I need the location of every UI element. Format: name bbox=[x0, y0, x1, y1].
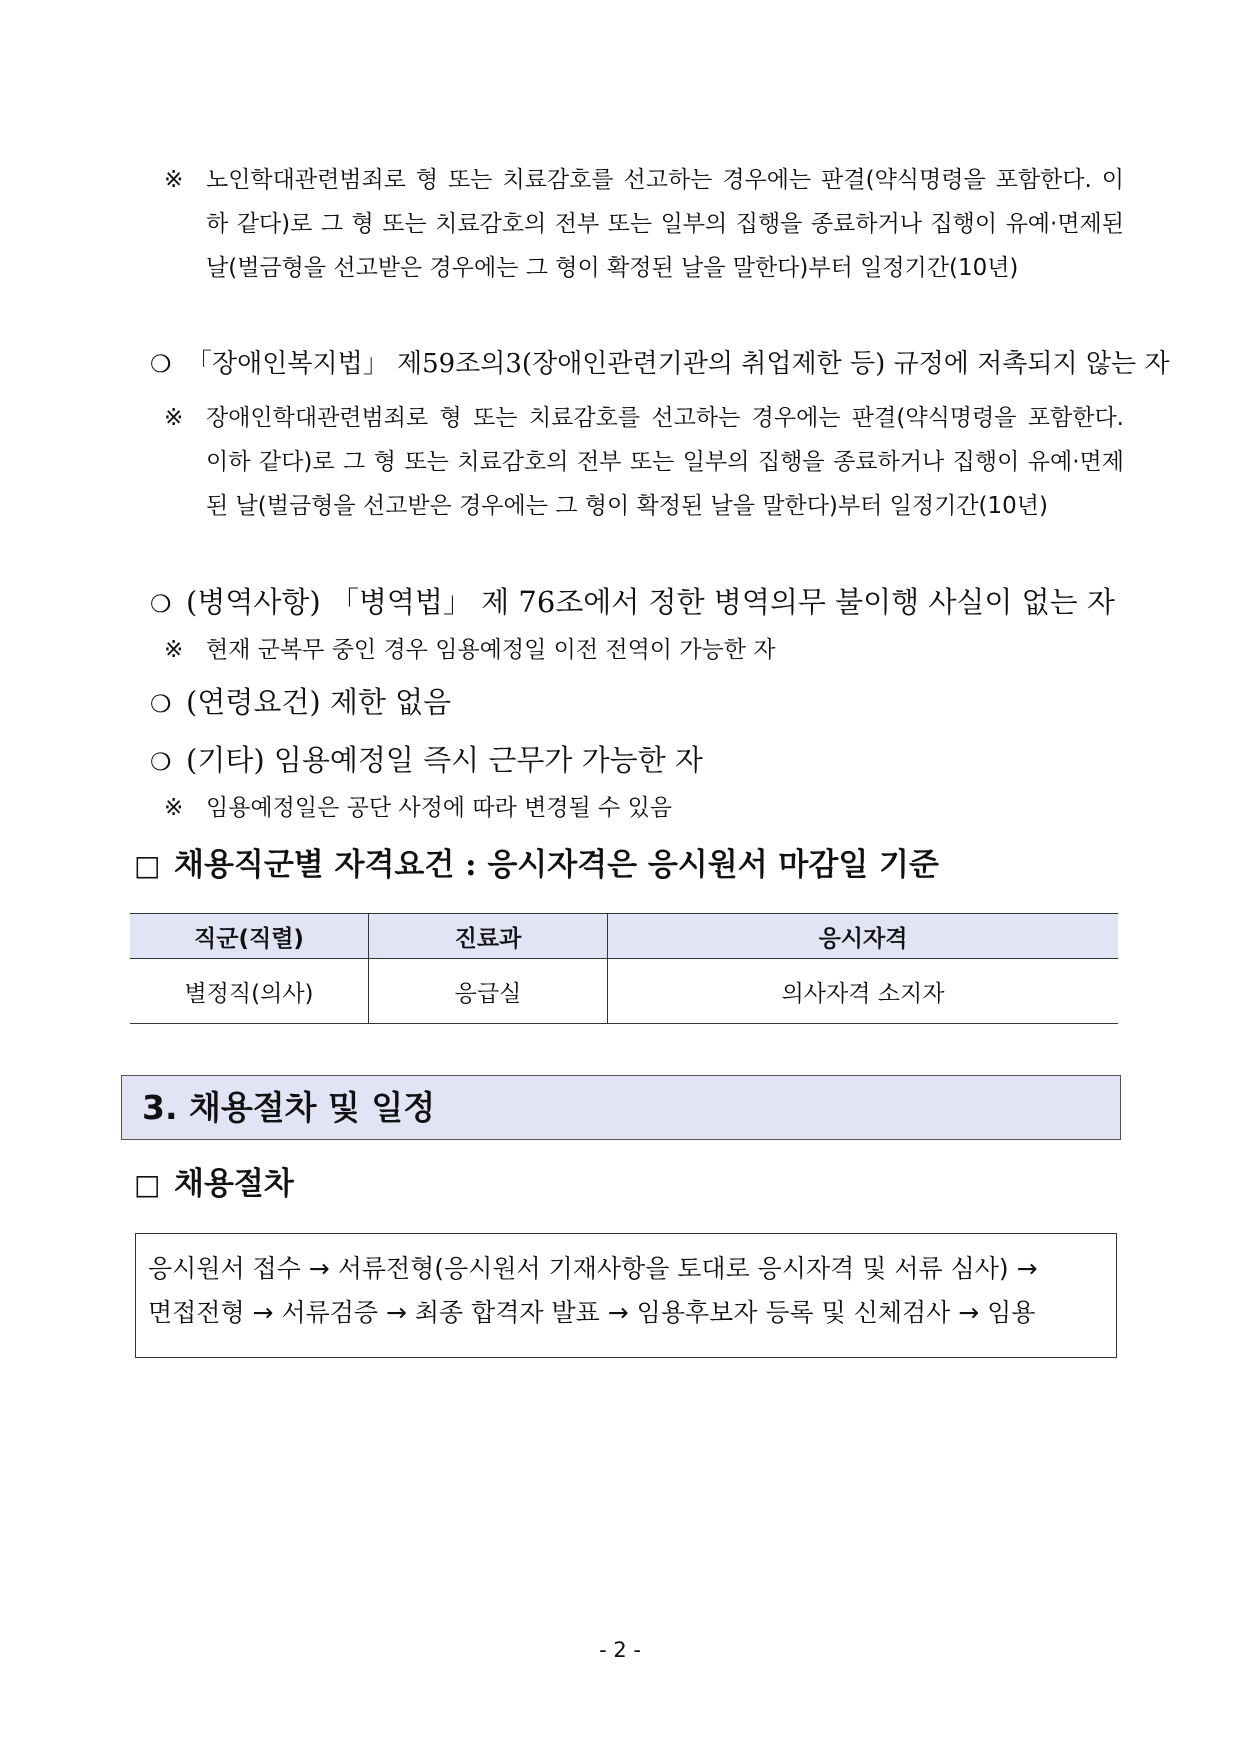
note-mark: ※ bbox=[164, 167, 184, 193]
note-elder-abuse bbox=[164, 158, 1124, 290]
note-text: 장애인학대관련범죄로 형 또는 치료감호를 선고하는 경우에는 판결(약식명령을 포함한다. 이하 같다)로 그 형 또는 치료감호의 전부 또는 일부의 집행을 종료하거나 집행이 유예·면제된 날(벌금형을 선고받은 경우에는 그 형이 확정된 날을 말한다)부터 일정기간(10년) bbox=[206, 405, 1124, 519]
page-number: - 2 - bbox=[599, 1638, 641, 1662]
heading-mark: □ bbox=[134, 849, 161, 882]
heading-procedure bbox=[134, 1162, 294, 1207]
heading-mark: □ bbox=[134, 1168, 161, 1201]
note-mark: ※ bbox=[164, 405, 184, 431]
procedure-box bbox=[135, 1233, 1117, 1358]
bullet-military bbox=[150, 582, 1130, 624]
section-title: 3. 채용절차 및 일정 bbox=[121, 1075, 1121, 1140]
bullet-text: (연령요건) 제한 없음 bbox=[186, 685, 452, 719]
heading-text: 채용직군별 자격요건 : 응시자격은 응시원서 마감일 기준 bbox=[174, 847, 939, 883]
table-header-row bbox=[130, 914, 1118, 959]
header-department: 진료과 bbox=[369, 914, 608, 959]
bullet-disability-law bbox=[150, 342, 1170, 384]
bullet-mark: ❍ bbox=[150, 748, 172, 776]
table-row bbox=[130, 959, 1118, 1024]
note-military bbox=[164, 628, 964, 672]
note-appointment bbox=[164, 786, 964, 830]
bullet-text: 「장애인복지법」 제59조의3(장애인관련기관의 취업제한 등) 규정에 저촉되지 않는 자 bbox=[186, 349, 1170, 379]
cell-department: 응급실 bbox=[369, 959, 608, 1024]
bullet-mark: ❍ bbox=[150, 690, 172, 718]
note-mark: ※ bbox=[164, 795, 184, 821]
bullet-mark: ❍ bbox=[150, 590, 172, 618]
cell-qualification: 의사자격 소지자 bbox=[608, 959, 1119, 1024]
heading-qualifications bbox=[134, 843, 939, 888]
bullet-mark: ❍ bbox=[150, 350, 172, 378]
header-qualification: 응시자격 bbox=[608, 914, 1119, 959]
bullet-age bbox=[150, 682, 1130, 724]
bullet-other bbox=[150, 740, 1130, 782]
note-text: 임용예정일은 공단 사정에 따라 변경될 수 있음 bbox=[206, 795, 673, 821]
header-job-group: 직군(직렬) bbox=[130, 914, 369, 959]
note-text: 현재 군복무 중인 경우 임용예정일 이전 전역이 가능한 자 bbox=[206, 637, 776, 663]
note-disability-abuse bbox=[164, 396, 1124, 528]
note-mark: ※ bbox=[164, 637, 184, 663]
bullet-text: (기타) 임용예정일 즉시 근무가 가능한 자 bbox=[186, 743, 703, 777]
heading-text: 채용절차 bbox=[174, 1166, 294, 1202]
cell-job-group: 별정직(의사) bbox=[130, 959, 369, 1024]
procedure-line: 응시원서 접수 → 서류전형(응시원서 기재사항을 토대로 응시자격 및 서류 심사) → bbox=[148, 1254, 1038, 1283]
note-text: 노인학대관련범죄로 형 또는 치료감호를 선고하는 경우에는 판결(약식명령을 포함한다. 이하 같다)로 그 형 또는 치료감호의 전부 또는 일부의 집행을 종료하거나 집행이 유예·면제된 날(벌금형을 선고받은 경우에는 그 형이 확정된 날을 말한다)부터 일정기간(10년) bbox=[206, 167, 1124, 281]
procedure-line: 면접전형 → 서류검증 → 최종 합격자 발표 → 임용후보자 등록 및 신체검사 → 임용 bbox=[148, 1298, 1036, 1327]
qualification-table bbox=[130, 913, 1118, 1024]
bullet-text: (병역사항) 「병역법」 제 76조에서 정한 병역의무 불이행 사실이 없는 자 bbox=[186, 585, 1115, 619]
